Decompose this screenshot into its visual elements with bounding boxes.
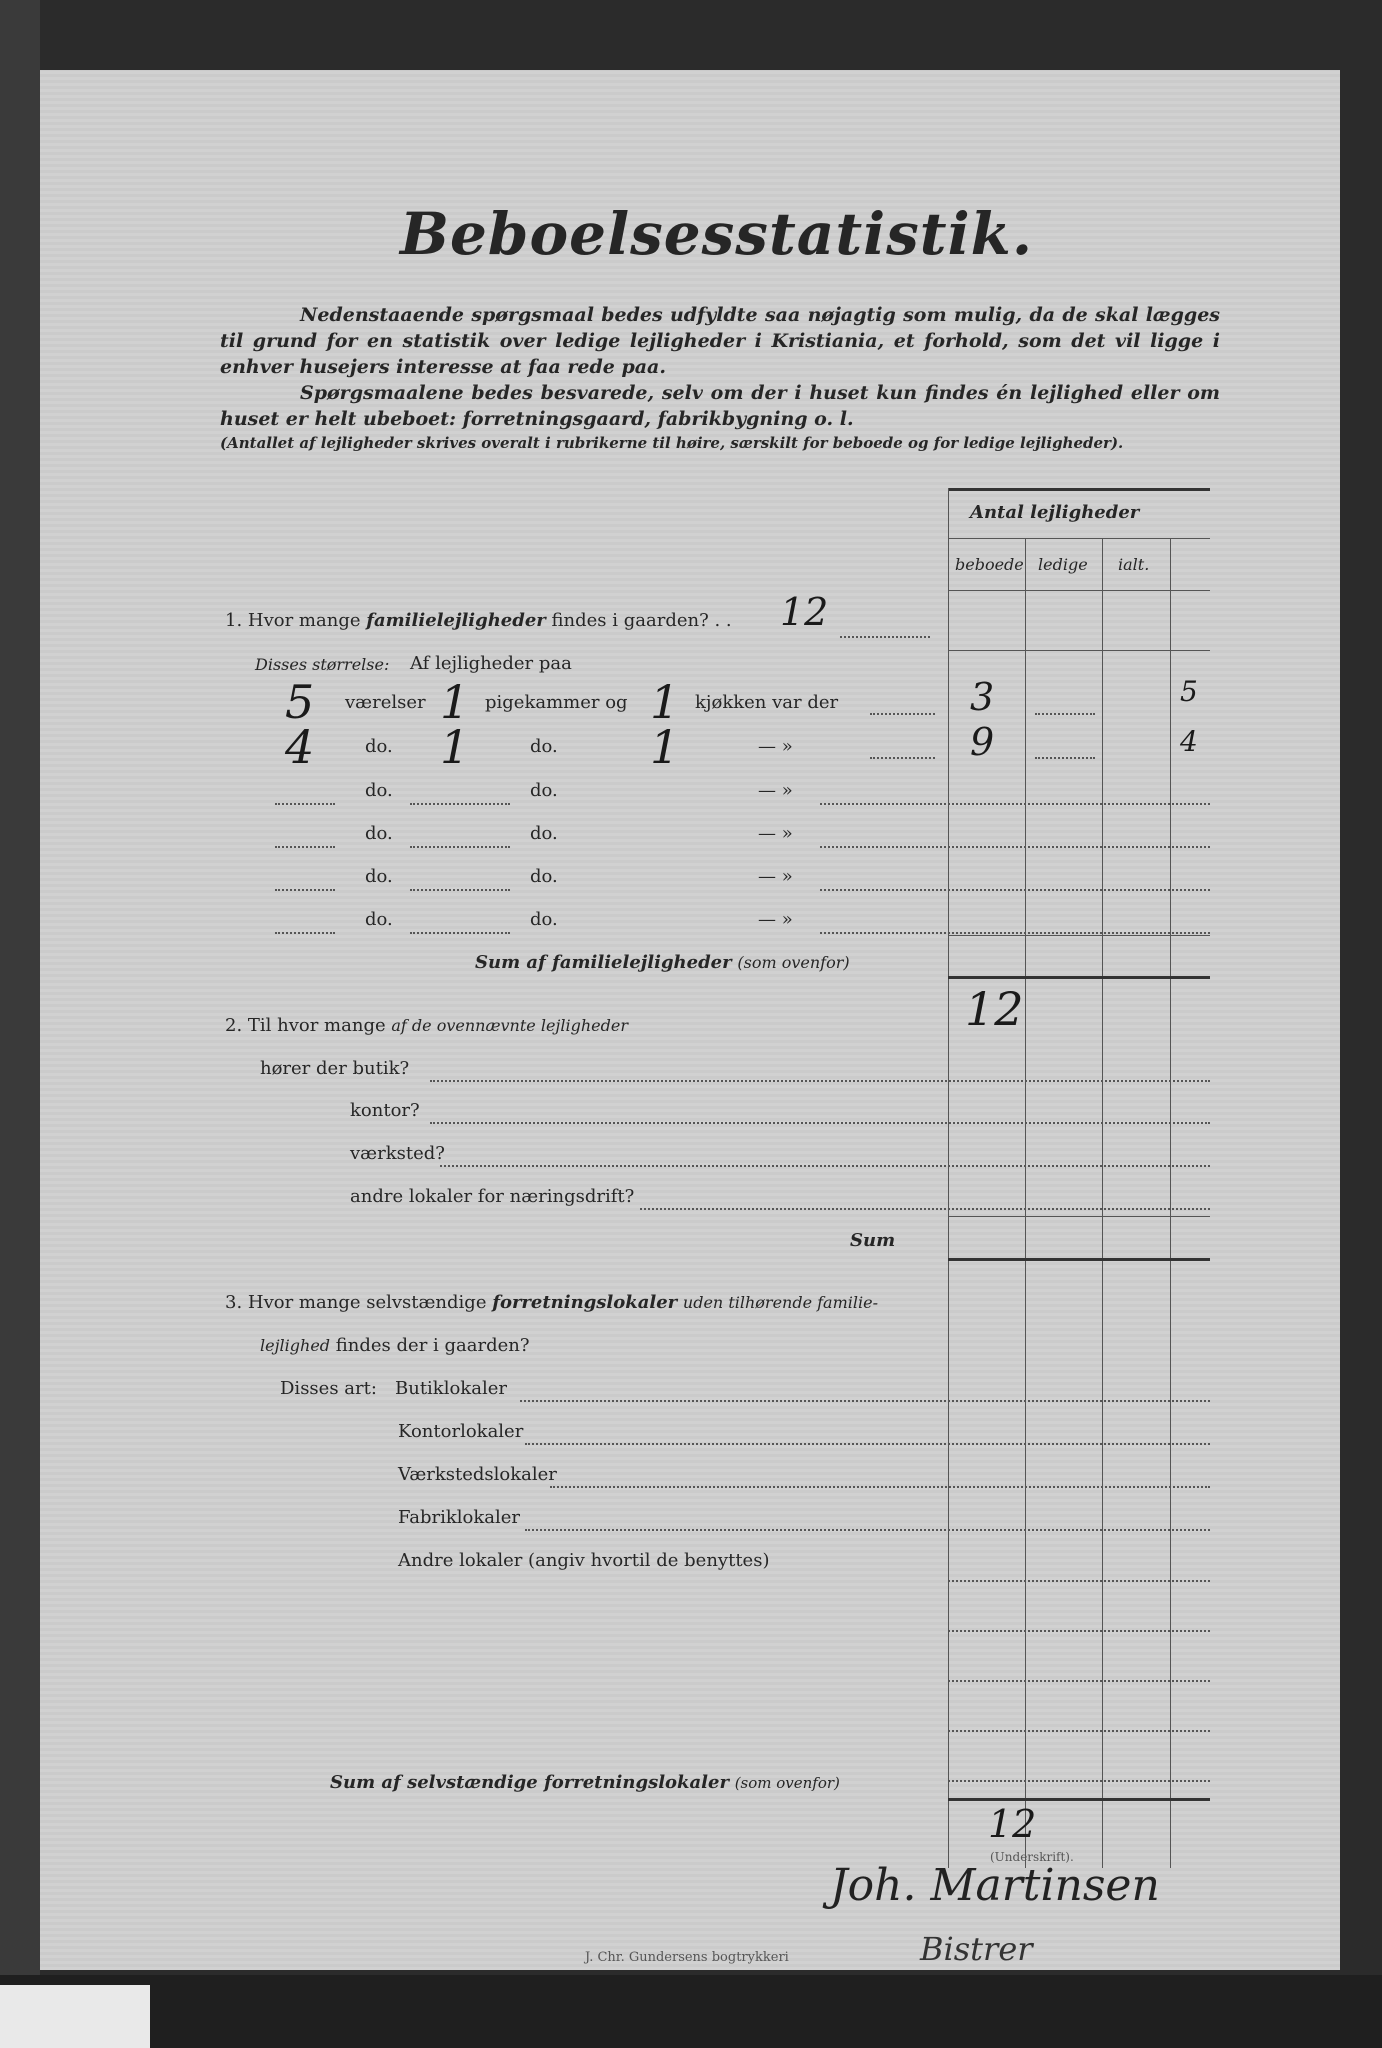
q3-question: 3. Hvor mange selvstændige forretningslokaler uden tilhørende familie- [225, 1292, 878, 1313]
q3-row-butiklokaler-dots [520, 1400, 1210, 1402]
intro-note: (Antallet af lejligheder skrives overalt i rubrikerne til høire, særskilt for beboede og for ledige lejligheder). [220, 434, 1124, 452]
q2-row-vaerksted: værksted? [350, 1143, 445, 1164]
kjokken-label: — » [758, 736, 793, 757]
rooms-value: 4 [285, 720, 315, 774]
rooms-dots [275, 889, 335, 891]
rooms-dots [275, 803, 335, 805]
table-col-line-4 [1170, 538, 1171, 1868]
rooms-label: do. [365, 736, 393, 757]
q2-row-andre-dots [640, 1208, 1210, 1210]
q2-row-vaerksted-dots [440, 1165, 1210, 1167]
rooms-label: do. [365, 780, 393, 801]
q1-answer-dots [840, 636, 930, 638]
q3-row-andre-dots-3 [948, 1680, 1210, 1682]
q3-row-andre: Andre lokaler (angiv hvortil de benyttes) [398, 1550, 770, 1571]
q2-row-butik: hører der butik? [260, 1058, 410, 1079]
q3-row-andre-dots-4 [948, 1730, 1210, 1732]
pige-dots [410, 932, 510, 934]
rooms-dots [275, 932, 335, 934]
q2-sum-rule [948, 1258, 1210, 1261]
pigekammer-label: do. [530, 823, 558, 844]
signature-extra: Bistrer [920, 1930, 1033, 1968]
kjokken-label: kjøkken var der [695, 692, 839, 713]
table-top-rule [948, 488, 1210, 491]
form-title: Beboelsesstatistik. [400, 200, 1034, 268]
q2-sum-top-rule [948, 1216, 1210, 1217]
q2-row-kontor-dots [430, 1122, 1210, 1124]
pigekammer-label: do. [530, 780, 558, 801]
q3-row-andre-dots-1 [948, 1580, 1210, 1582]
kjokken-value: 1 [650, 675, 680, 729]
q1-sum-label: Sum af familielejligheder (som ovenfor) [475, 952, 850, 973]
q3-sum-label: Sum af selvstændige forretningslokaler (som ovenfor) [330, 1772, 840, 1793]
pigekammer-value: 1 [440, 720, 470, 774]
kjokken-label: — » [758, 780, 793, 801]
q1-sum-value: 12 [965, 982, 1024, 1036]
q3-question-line2: lejlighed findes der i gaarden? [260, 1335, 530, 1356]
row-dots [820, 889, 1210, 891]
q1-sizes-label: Disses størrelse: [255, 655, 390, 674]
pige-dots [410, 889, 510, 891]
rooms-value: 5 [285, 675, 315, 729]
q2-row-andre: andre lokaler for næringsdrift? [350, 1186, 635, 1207]
kjokken-label: — » [758, 866, 793, 887]
q3-row-andre-dots-2 [948, 1630, 1210, 1632]
table-col-line-3 [1102, 538, 1103, 1868]
signature-number: 12 [988, 1802, 1037, 1846]
q3-row-fabriklokaler: Fabriklokaler [398, 1507, 521, 1528]
pigekammer-label: do. [530, 736, 558, 757]
beboede-value: 9 [970, 720, 995, 764]
signature-caption: (Underskrift). [990, 1850, 1074, 1864]
q2-sum-label: Sum [850, 1230, 896, 1251]
ialt-value: 4 [1180, 725, 1198, 758]
q1-sum-top-rule [948, 935, 1210, 936]
row-dots [870, 757, 935, 759]
pigekammer-label: do. [530, 909, 558, 930]
q3-art-label: Disses art: [280, 1378, 377, 1399]
kjokken-label: — » [758, 823, 793, 844]
kjokken-label: — » [758, 909, 793, 930]
intro-paragraph-1: Nedenstaaende spørgsmaal bedes udfyldte saa nøjagtig som mulig, da de skal lægges til grund for en statistik over ledige lejligheder i Kristiania, et forhold, som det vil ligge i enhver husejers interesse at faa rede paa. [220, 304, 1220, 378]
rooms-label: do. [365, 909, 393, 930]
table-header-ialt: ialt. [1118, 555, 1150, 574]
q2-row-butik-dots [430, 1080, 1210, 1082]
ialt-value: 5 [1180, 675, 1198, 708]
q3-row-kontorlokaler-dots [525, 1443, 1210, 1445]
scan-edge-left [0, 0, 40, 2048]
q2-row-kontor: kontor? [350, 1100, 420, 1121]
intro-text [220, 302, 1220, 454]
q3-row-vaerkstedslokaler: Værkstedslokaler [398, 1464, 557, 1485]
q3-row-kontorlokaler: Kontorlokaler [398, 1421, 524, 1442]
q3-row-fabriklokaler-dots [525, 1529, 1210, 1531]
q3-row-butiklokaler: Butiklokaler [395, 1378, 507, 1399]
kjokken-value: 1 [650, 720, 680, 774]
table-col-line-1 [948, 488, 949, 1868]
table-header-antal: Antal lejligheder [970, 502, 1140, 523]
q1-answer: 12 [780, 590, 829, 634]
row-dots [820, 846, 1210, 848]
pige-dots [410, 803, 510, 805]
intro-paragraph-2: Spørgsmaalene bedes besvarede, selv om der i huset kun findes én lejlighed eller om huset er helt ubeboet: forretningsgaard, fabrikbygning o. l. [220, 382, 1220, 430]
pige-dots [410, 846, 510, 848]
q3-row-andre-dots-5 [948, 1780, 1210, 1782]
q3-sum-rule [948, 1798, 1210, 1801]
pigekammer-label: pigekammer og [485, 692, 628, 713]
ledige-dots [1035, 713, 1095, 715]
signature-name: Joh. Martinsen [830, 1860, 1160, 1911]
rooms-dots [275, 846, 335, 848]
pigekammer-value: 1 [440, 675, 470, 729]
table-col-line-2 [1025, 538, 1026, 1868]
q1-total-row-rule [948, 650, 1210, 651]
rooms-label: do. [365, 823, 393, 844]
rooms-label: værelser [345, 692, 426, 713]
table-header-ledige: ledige [1038, 555, 1088, 574]
q1-sum-rule [948, 976, 1210, 979]
q1-sizes-label-2: Af lejligheder paa [410, 653, 572, 674]
q1-question: 1. Hvor mange familielejligheder findes i gaarden? . . [225, 610, 732, 631]
table-header-beboede: beboede [955, 555, 1024, 574]
scan-edge-bottom [0, 1975, 1382, 2048]
pigekammer-label: do. [530, 866, 558, 887]
rooms-label: do. [365, 866, 393, 887]
row-dots [820, 803, 1210, 805]
form-page [40, 70, 1340, 1970]
row-dots [820, 932, 1210, 934]
ledige-dots [1035, 757, 1095, 759]
row-dots [870, 713, 935, 715]
q2-question: 2. Til hvor mange af de ovennævnte lejligheder [225, 1015, 628, 1036]
printer-imprint: J. Chr. Gundersens bogtrykkeri [585, 1950, 789, 1965]
beboede-value: 3 [970, 675, 995, 719]
scan-white-corner [0, 1985, 150, 2048]
q3-row-vaerkstedslokaler-dots [550, 1486, 1210, 1488]
